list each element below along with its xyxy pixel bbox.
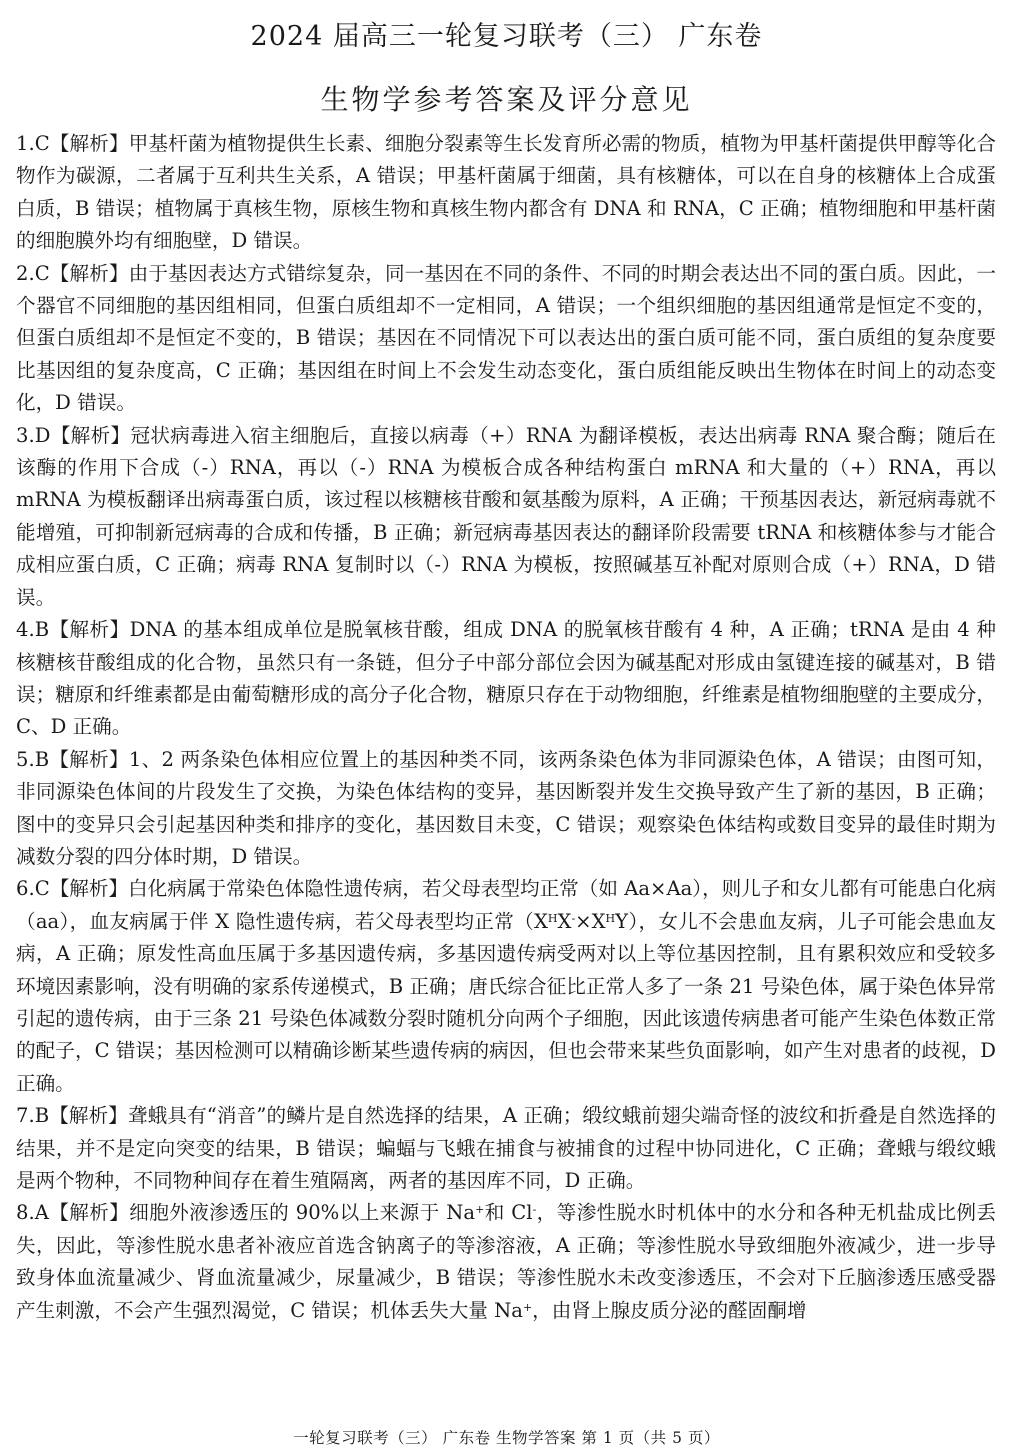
- analysis-tag: 【解析】: [50, 423, 131, 447]
- page-subtitle: 生物学参考答案及评分意见: [320, 83, 693, 116]
- page-footer: 一轮复习联考（三） 广东卷 生物学答案 第 1 页（共 5 页）: [293, 1429, 720, 1447]
- answer-item-7: [16, 1100, 996, 1197]
- answer-item-5: [16, 744, 996, 874]
- answer-text: 甲基杆菌为植物提供生长素、细胞分裂素等生长发育所必需的物质，植物为甲基杆菌提供甲醇等化合物作为碳源，二者属于互利共生关系，A 错误；甲基杆菌属于细菌，具有核糖体，可以在自身的核糖体上合成蛋白质，B 错误；植物属于真核生物，原核生物和真核生物内都含有 DNA 和 RNA，C 正确；植物细胞和甲基杆菌的细胞膜外均有细胞壁，D 错误。: [16, 132, 997, 253]
- answer-number: 3.D: [16, 423, 51, 447]
- superscript: +: [522, 1300, 533, 1314]
- answer-item-8: [16, 1197, 996, 1327]
- analysis-tag: 【解析】: [49, 1104, 128, 1128]
- answer-item-1: [16, 128, 996, 258]
- answer-text: 1、2 两条染色体相应位置上的基因种类不同，该两条染色体为非同源染色体，A 错误；由图可知，非同源染色体间的片段发生了交换，为染色体结构的变异，基因断裂并发生交换导致产生了新的基因，B 正确；图中的变异只会引起基因种类和排序的变化，基因数目未变，C 错误；观察染色体结构或数目变异的最佳时期为减数分裂的四分体时期，D 错误。: [16, 747, 996, 868]
- answer-number: 7.B: [16, 1104, 50, 1128]
- answer-item-2: [16, 258, 996, 420]
- answer-text: ×X: [575, 909, 606, 933]
- superscript: H: [605, 911, 616, 925]
- analysis-tag: 【解析】: [49, 261, 129, 285]
- answer-number: 1.C: [16, 132, 50, 155]
- superscript: +: [475, 1203, 485, 1217]
- answer-number: 2.C: [16, 261, 50, 285]
- answer-text: Y），女儿不会患血友病，儿子可能会患血友病，A 正确；原发性高血压属于多基因遗传病，多基因遗传病受两对以上等位基因控制，且有累积效应和受较多环境因素影响，没有明确的家系传递模式，B 正确；唐氏综合征比正常人多了一条 21 号染色体，属于染色体异常引起的遗传病，由于三条 21 号染色体减数分裂时随机分向两个子细胞，因此该遗传病患者可能产生染色体数正常的配子，C 错误；基因检测可以精确诊断某些遗传病的病因，但也会带来某些负面影响，如产生对患者的歧视，D 正确。: [16, 909, 996, 1095]
- analysis-tag: 【解析】: [49, 877, 129, 901]
- answer-item-3: [16, 420, 996, 614]
- answer-text: ，由肾上腺皮质分泌的醛固酮增: [532, 1298, 807, 1322]
- answer-item-4: [16, 614, 996, 744]
- answer-text: 和 Cl: [484, 1201, 533, 1225]
- superscript: H: [547, 911, 558, 925]
- answer-text: DNA 的基本组成单位是脱氧核苷酸，组成 DNA 的脱氧核苷酸有 4 种，A 正确；tRNA 是由 4 种核糖核苷酸组成的化合物，虽然只有一条链，但分子中部分部位会因为碱基配对形成由氢键连接的碱基对，B 错误；糖原和纤维素都是由葡萄糖形成的高分子化合物，糖原只存在于动物细胞，纤维素是植物细胞壁的主要成分，C、D 正确。: [16, 618, 996, 739]
- answer-list: [16, 128, 996, 1327]
- answer-number: 8.A: [16, 1201, 49, 1225]
- answer-text: 由于基因表达方式错综复杂，同一基因在不同的条件、不同的时期会表达出不同的蛋白质。因此，一个器官不同细胞的基因组相同，但蛋白质组却不一定相同，A 错误；一个组织细胞的基因组通常是恒定不变的，但蛋白质组却不是恒定不变的，B 错误；基因在不同情况下可以表达出的蛋白质可能不同，蛋白质组的复杂度要比基因组的复杂度高，C 正确；基因组在时间上不会发生动态变化，蛋白质组能反映出生物体在时间上的动态变化，D 错误。: [16, 261, 997, 415]
- analysis-tag: 【解析】: [49, 747, 129, 771]
- page-title: 2024 届高三一轮复习联考（三） 广东卷: [250, 21, 763, 52]
- answer-text: 聋蛾具有“消音”的鳞片是自然选择的结果，A 正确；缎纹蛾前翅尖端奇怪的波纹和折叠是自然选择的结果，并不是定向突变的结果，B 错误；蝙蝠与飞蛾在捕食与被捕食的过程中协同进化，C 正确；聋蛾与缎纹蛾是两个物种，不同物种间存在着生殖隔离，两者的基因库不同，D 正确。: [16, 1104, 996, 1192]
- answer-item-6: [16, 873, 996, 1100]
- superscript: -: [532, 1203, 537, 1217]
- analysis-tag: 【解析】: [49, 132, 129, 155]
- answer-text: 白化病属于常染色体隐性遗传病，若父母表型均正常（如 Aa×Aa），则儿子和女儿都有可能患白化病（aa），血友病属于伴 X 隐性遗传病，若父母表型均正常（X: [16, 877, 996, 933]
- answer-text: 冠状病毒进入宿主细胞后，直接以病毒（+）RNA 为翻译模板，表达出病毒 RNA 聚合酶；随后在该酶的作用下合成（-）RNA，再以（-）RNA 为模板合成各种结构蛋白 mRNA 和大量的（+）RNA，再以 mRNA 为模板翻译出病毒蛋白质，该过程以核糖核苷酸和氨基酸为原料，A 正确；干预基因表达，新冠病毒就不能增殖，可抑制新冠病毒的合成和传播，B 正确；新冠病毒基因表达的翻译阶段需要 tRNA 和核糖体参与才能合成相应蛋白质，C 正确；病毒 RNA 复制时以（-）RNA 为模板，按照碱基互补配对原则合成（+）RNA，D 错误。: [16, 423, 996, 609]
- answer-number: 6.C: [16, 877, 50, 901]
- answer-number: 5.B: [16, 747, 50, 771]
- superscript: -: [571, 911, 576, 925]
- answer-text: X: [557, 909, 572, 933]
- answer-text: 细胞外液渗透压的 90%以上来源于 Na: [129, 1201, 476, 1225]
- answer-number: 4.B: [16, 618, 50, 642]
- analysis-tag: 【解析】: [49, 618, 130, 642]
- analysis-tag: 【解析】: [48, 1201, 130, 1225]
- answer-text: ，等渗性脱水时机体中的水分和各种无机盐成比例丢失，因此，等渗性脱水患者补液应首选含钠离子的等渗溶液，A 正确；等渗性脱水导致细胞外液减少，进一步导致身体血流量减少、肾血流量减少，尿量减少，B 错误；等渗性脱水未改变渗透压，不会对下丘脑渗透压感受器产生刺激，不会产生强烈渴觉，C 错误；机体丢失大量 Na: [16, 1201, 996, 1322]
